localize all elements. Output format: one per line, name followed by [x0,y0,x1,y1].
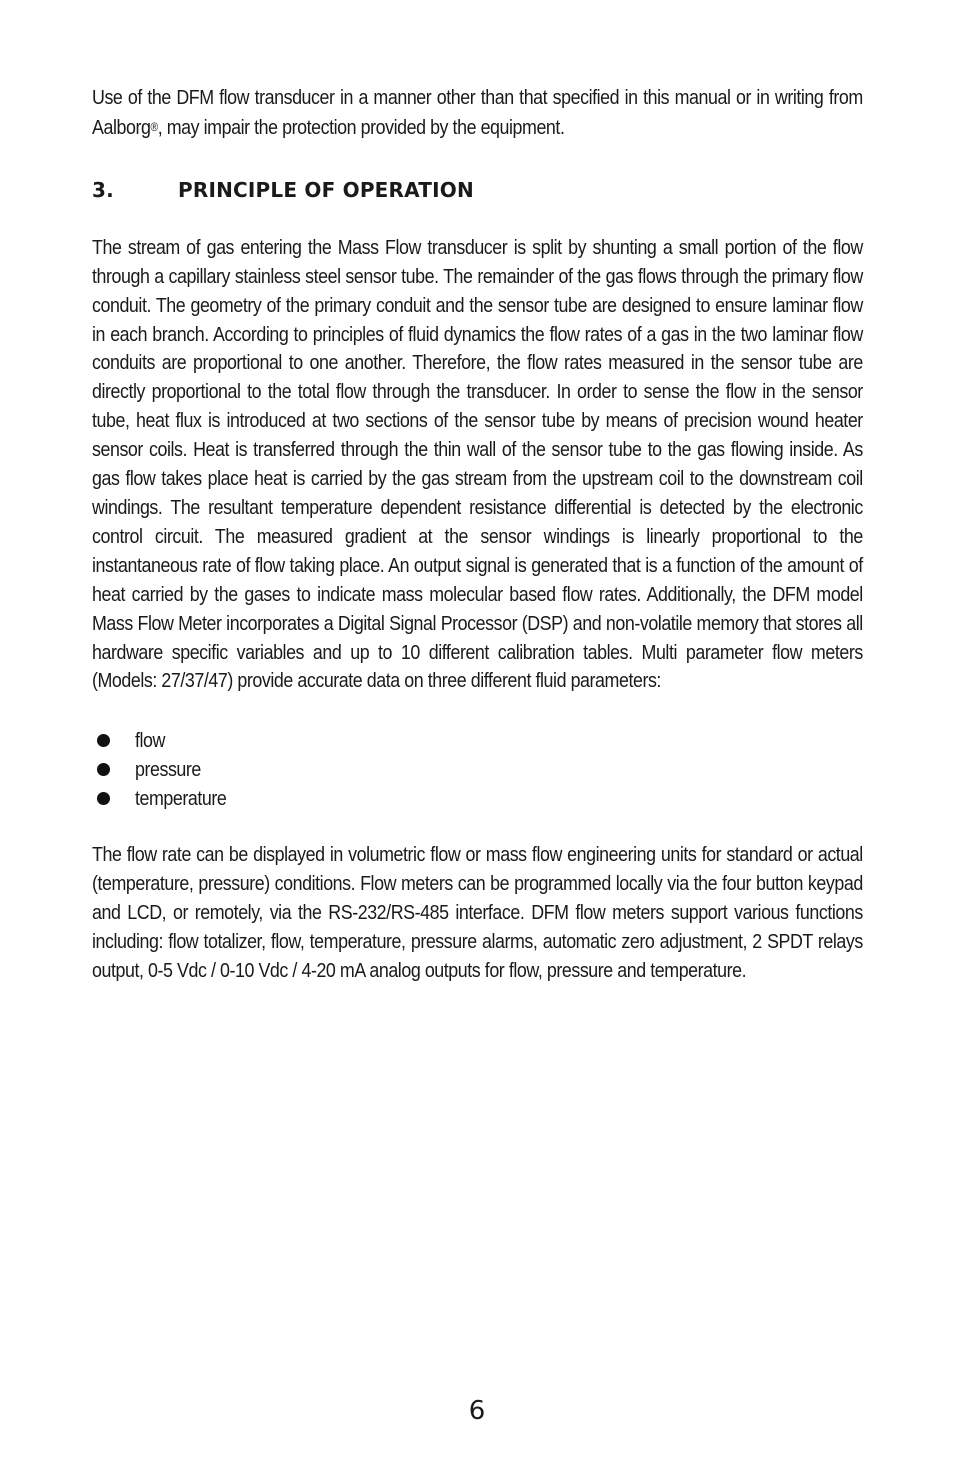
bullet-icon [97,792,110,805]
features-paragraph: The flow rate can be displayed in volumetric flow or mass flow engineering units for standard or actual (temperature, pressure) conditions. Flow meters can be programmed locally via the four button keypad and LCD, or remotely, via the RS-232/RS-485 interface. DFM flow meters support various functions including: flow totalizer, flow, temperature, pressure alarms, automatic zero adjustment, 2 SPDT relays output, 0-5 Vdc / 0-10 Vdc / 4-20 mA analog outputs for flow, pressure and temperature. [92,843,863,982]
bullet-icon [97,763,110,776]
page-number: 6 [468,1396,486,1426]
intro-text-after: , may impair the protection provided by the equipment. [157,115,565,139]
list-item [92,784,863,813]
registered-mark: ® [150,119,158,134]
principle-paragraph: The stream of gas entering the Mass Flow transducer is split by shunting a small portion of the flow through a capillary stainless steel sensor tube. The remainder of the gas flows through the primary flow conduit. The geometry of the primary conduit and the sensor tube are designed to ensure laminar flow in each branch. According to principles of fluid dynamics the flow rates of a gas in the two laminar flow conduits are proportional to one another. Therefore, the flow rates measured in the sensor tube are directly proportional to the total flow through the transducer. In order to sense the flow in the sensor tube, heat flux is introduced at two sections of the sensor tube by means of precision wound heater sensor coils. Heat is transferred through the thin wall of the sensor tube to the gas flowing inside. As gas flow takes place heat is carried by the gas stream from the upstream coil to the downstream coil windings. The resultant temperature dependent resistance differential is detected by the electronic control circuit. The measured gradient at the sensor windings is linearly proportional to the instantaneous rate of flow taking place. An output signal is generated that is a function of the amount of heat carried by the gases to indicate mass molecular based flow rates. Additionally, the DFM model Mass Flow Meter incorporates a Digital Signal Processor (DSP) and non-volatile memory that stores all hardware specific variables and up to 10 different calibration tables. Multi parameter flow meters (Models: 27/37/47) provide accurate data on three different fluid parameters: [92,235,863,693]
list-item [92,755,863,784]
list-item [92,726,863,755]
intro-text-before: Use of the DFM flow transducer in a manner other than that specified in this manual or in writing from Aalborg [92,86,863,139]
parameter-list [92,726,863,813]
manual-page-content [92,84,863,986]
list-item-label: temperature [135,786,227,810]
list-item-label: flow [135,728,165,752]
list-item-label: pressure [135,757,201,781]
section-title: PRINCIPLE OF OPERATION [178,177,474,202]
intro-paragraph [92,84,863,143]
bullet-icon [97,734,110,747]
section-heading [92,176,863,204]
section-number: 3. [92,177,114,202]
